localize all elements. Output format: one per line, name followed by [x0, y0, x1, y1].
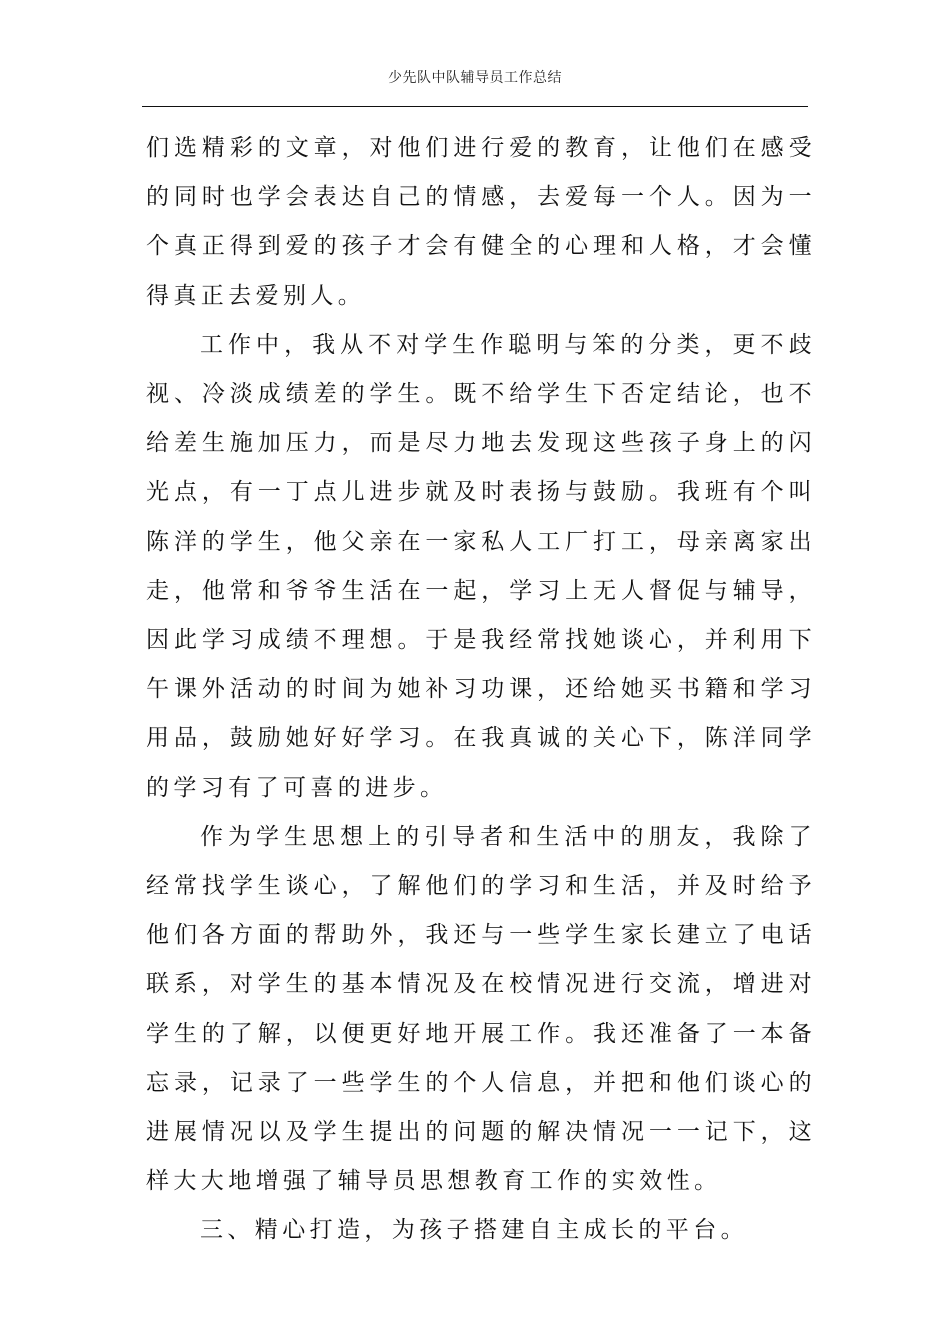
- header-divider: [142, 106, 808, 107]
- page-header-title: 少先队中队辅导员工作总结: [388, 70, 562, 86]
- paragraph-work-attitude: 工作中，我从不对学生作聪明与笨的分类，更不歧视、冷淡成绩差的学生。既不给学生下否定结论，也不给差生施加压力，而是尽力地去发现这些孩子身上的闪光点，有一丁点儿进步就及时表扬与鼓励。我班有个叫陈洋的学生，他父亲在一家私人工厂打工，母亲离家出走，他常和爷爷生活在一起，学习上无人督促与辅导，因此学习成绩不理想。于是我经常找她谈心，并利用下午课外活动的时间为她补习功课，还给她买书籍和学习用品，鼓励她好好学习。在我真诚的关心下，陈洋同学的学习有了可喜的进步。: [146, 331, 816, 801]
- paragraph-continuation: 们选精彩的文章，对他们进行爱的教育，让他们在感受的同时也学会表达自己的情感，去爱每一个人。因为一个真正得到爱的孩子才会有健全的心理和人格，才会懂得真正去爱别人。: [146, 135, 816, 309]
- document-body: [146, 124, 816, 1256]
- paragraph-communication: 作为学生思想上的引导者和生活中的朋友，我除了经常找学生谈心，了解他们的学习和生活，并及时给予他们各方面的帮助外，我还与一些学生家长建立了电话联系，对学生的基本情况及在校情况进行交流，增进对学生的了解，以便更好地开展工作。我还准备了一本备忘录，记录了一些学生的个人信息，并把和他们谈心的进展情况以及学生提出的问题的解决情况一一记下，这样大大地增强了辅导员思想教育工作的实效性。: [146, 823, 816, 1195]
- section-heading-three: 三、精心打造，为孩子搭建自主成长的平台。: [200, 1217, 748, 1244]
